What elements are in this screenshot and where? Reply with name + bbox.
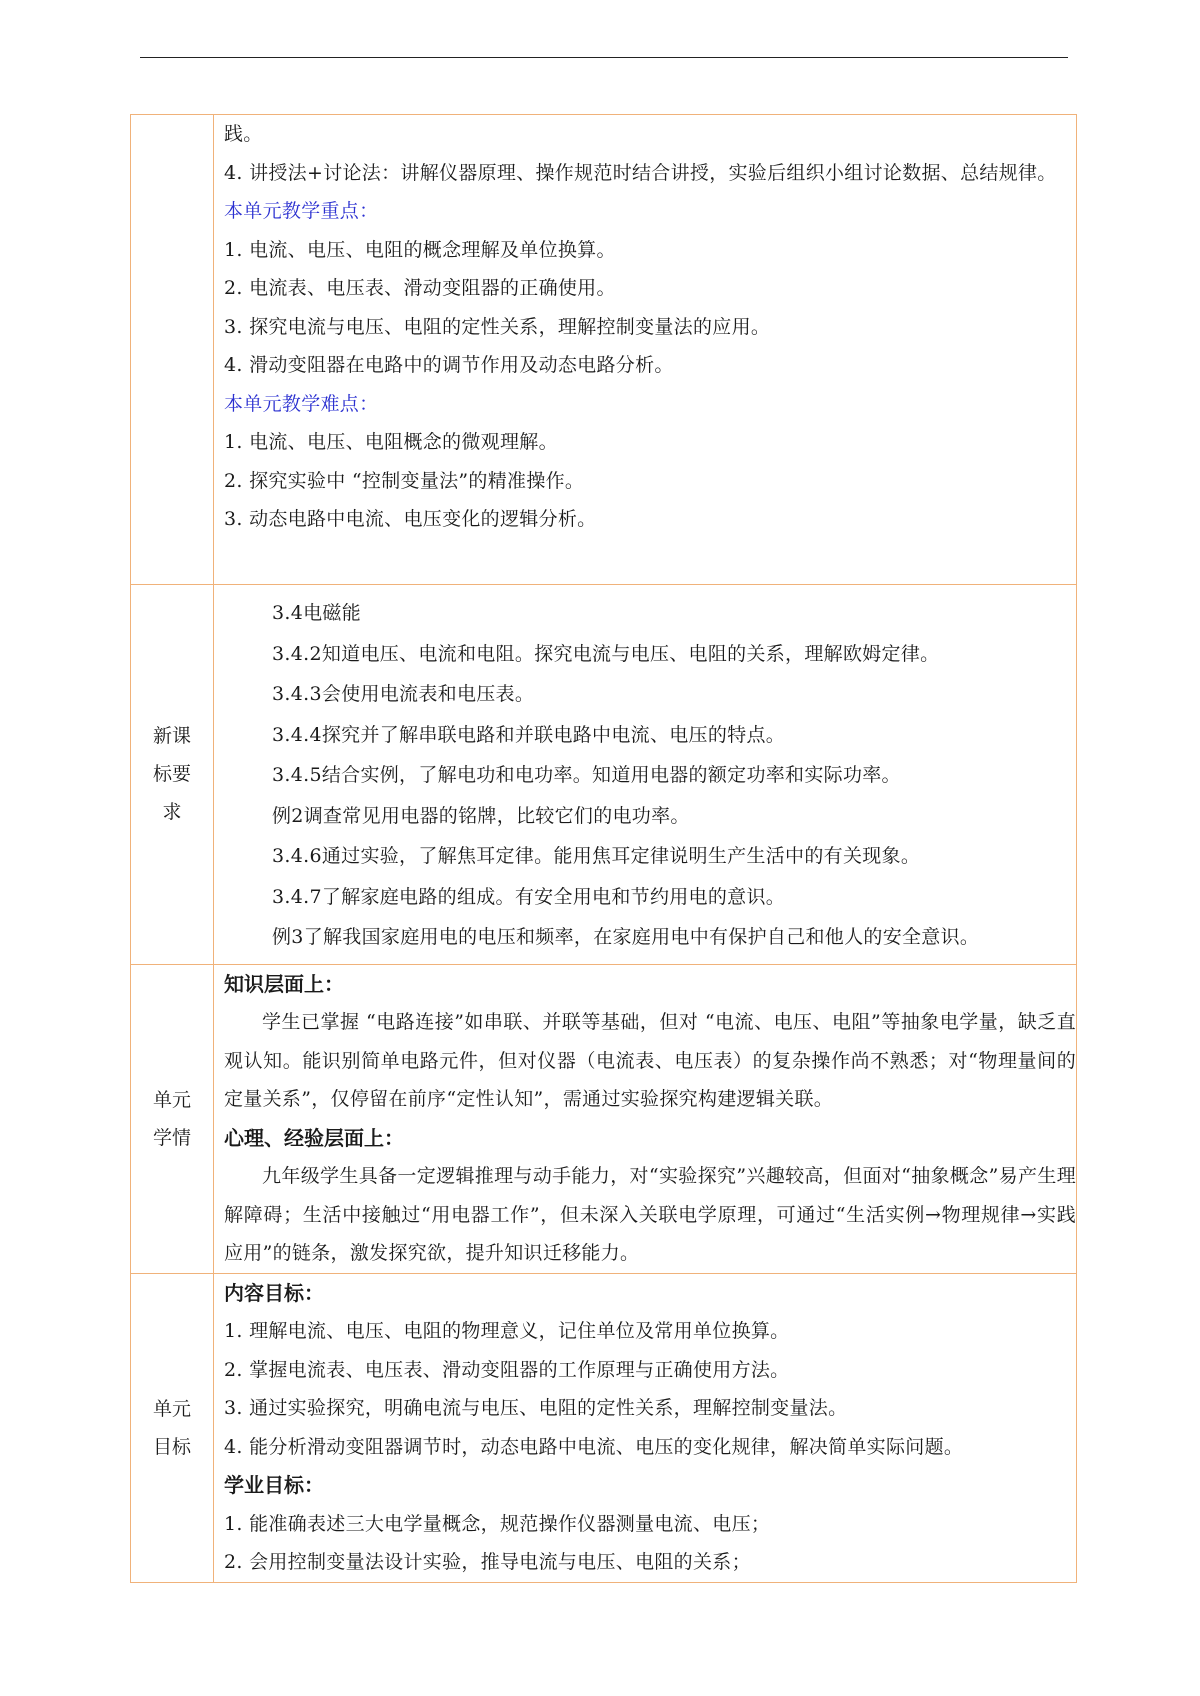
psych-heading: 心理、经验层面上： <box>224 1125 404 1150</box>
standard-item: 3.4.4探究并了解串联电路和并联电路中电流、电压的特点。 <box>272 723 786 746</box>
key-point-item: 1. 电流、电压、电阻的概念理解及单位换算。 <box>224 238 616 261</box>
difficulties-title: 本单元教学难点： <box>224 392 379 415</box>
methods-row <box>131 115 1077 585</box>
standards-label-line: 求 <box>162 801 182 824</box>
standard-item: 3.4.6通过实验，了解焦耳定律。能用焦耳定律说明生产生活中的有关现象。 <box>272 845 921 867</box>
difficulty-item: 2. 探究实验中 “控制变量法”的精准操作。 <box>224 469 585 492</box>
content-goal-item: 3. 通过实验探究，明确电流与电压、电阻的定性关系，理解控制变量法。 <box>224 1397 848 1419</box>
methods-line: 践。 <box>224 123 263 145</box>
standards-label-line: 标要 <box>152 763 191 786</box>
key-points-title: 本单元教学重点： <box>224 200 379 222</box>
knowledge-paragraph: 学生已掌握 “电路连接”如串联、并联等基础，但对 “电流、电压、电阻”等抽象电学量，缺乏直观认知。能识别简单电路元件，但对仪器（电流表、电压表）的复杂操作尚不熟悉；对“物理量间的定量关系”，仅停留在前序“定性认知”，需通过实验探究构建逻辑关联。 <box>224 1011 1076 1110</box>
psych-paragraph: 九年级学生具备一定逻辑推理与动手能力，对“实验探究”兴趣较高，但面对“抽象概念”易产生理解障碍；生活中接触过“用电器工作”，但未深入关联电学原理，可通过“生活实例→物理规律→实践应用”的链条，激发探究欲，提升知识迁移能力。 <box>224 1165 1076 1264</box>
academic-goal-item: 2. 会用控制变量法设计实验，推导电流与电压、电阻的关系； <box>224 1551 751 1573</box>
academic-goals-heading: 学业目标： <box>224 1473 324 1497</box>
goals-label-line: 单元 <box>152 1397 191 1420</box>
methods-content-cell <box>214 115 1077 585</box>
difficulty-item: 3. 动态电路中电流、电压变化的逻辑分析。 <box>224 508 597 530</box>
key-point-item: 3. 探究电流与电压、电阻的定性关系，理解控制变量法的应用。 <box>224 315 771 338</box>
academic-goal-item: 1. 能准确表述三大电学量概念，规范操作仪器测量电流、电压； <box>224 1512 771 1535</box>
standard-item: 3.4.3会使用电流表和电压表。 <box>272 683 535 705</box>
standards-row <box>131 585 1077 965</box>
standard-item: 3.4.2知道电压、电流和电阻。探究电流与电压、电阻的关系，理解欧姆定律。 <box>272 642 940 665</box>
standards-label-cell <box>131 585 214 965</box>
learner-content-cell <box>214 964 1077 1273</box>
content-goal-item: 4. 能分析滑动变阻器调节时，动态电路中电流、电压的变化规律，解决简单实际问题。 <box>224 1435 964 1458</box>
goals-label-cell <box>131 1273 214 1582</box>
content-goal-item: 1. 理解电流、电压、电阻的物理意义，记住单位及常用单位换算。 <box>224 1320 790 1342</box>
standards-content-cell <box>214 585 1077 965</box>
difficulty-item: 1. 电流、电压、电阻概念的微观理解。 <box>224 431 558 453</box>
standards-label-line: 新课 <box>152 725 191 748</box>
header-rule <box>140 57 1068 58</box>
key-point-item: 2. 电流表、电压表、滑动变阻器的正确使用。 <box>224 277 616 299</box>
goals-label-line: 目标 <box>152 1435 191 1458</box>
goals-row <box>131 1273 1077 1582</box>
knowledge-heading: 知识层面上： <box>224 971 344 996</box>
learner-row <box>131 964 1077 1273</box>
learner-label-cell <box>131 964 214 1273</box>
goals-content-cell <box>214 1273 1077 1582</box>
standard-item: 3.4.5结合实例，了解电功和电功率。知道用电器的额定功率和实际功率。 <box>272 764 901 786</box>
unit-plan-table <box>130 114 1077 1583</box>
standard-example: 例3了解我国家庭用电的电压和频率，在家庭用电中有保护自己和他人的安全意识。 <box>272 926 980 948</box>
methods-label-cell <box>131 115 214 585</box>
content-goal-item: 2. 掌握电流表、电压表、滑动变阻器的工作原理与正确使用方法。 <box>224 1358 790 1381</box>
methods-line: 4. 讲授法+讨论法：讲解仪器原理、操作规范时结合讲授，实验后组织小组讨论数据、总结规律。 <box>224 161 1057 184</box>
standard-item: 3.4.7了解家庭电路的组成。有安全用电和节约用电的意识。 <box>272 885 786 908</box>
standard-example: 例2调查常见用电器的铭牌，比较它们的电功率。 <box>272 804 690 827</box>
standard-item: 3.4电磁能 <box>272 602 362 624</box>
learner-label-line: 学情 <box>152 1126 191 1149</box>
content-goals-heading: 内容目标： <box>224 1280 324 1305</box>
learner-label-line: 单元 <box>152 1088 191 1111</box>
key-point-item: 4. 滑动变阻器在电路中的调节作用及动态电路分析。 <box>224 354 674 376</box>
